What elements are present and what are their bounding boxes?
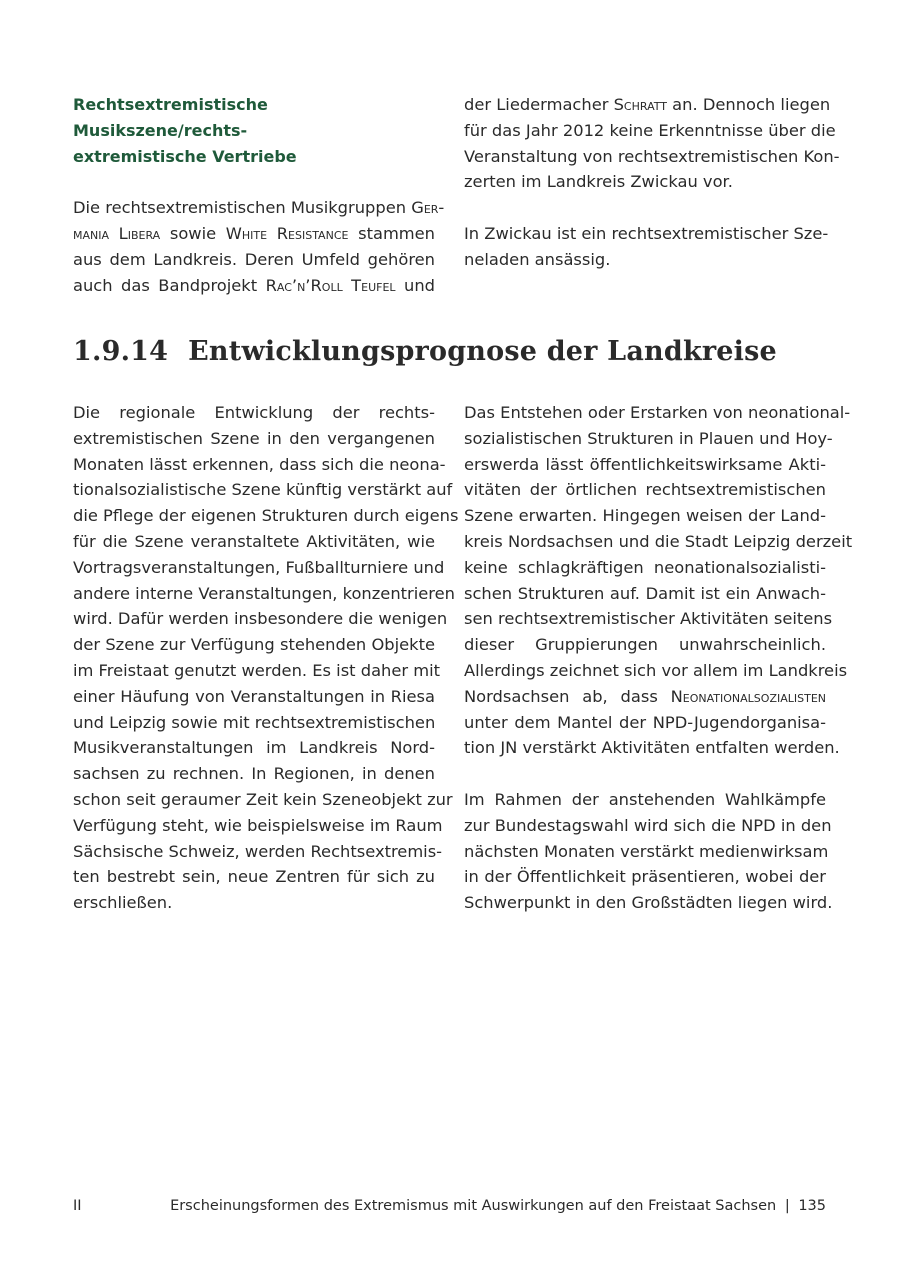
text-line: Allerdings zeichnet sich vor allem im Landkreis bbox=[464, 660, 848, 680]
text-line: Musikveranstaltungen im Landkreis Nord- bbox=[73, 738, 435, 758]
text-line: Die rechtsextremistischen Musikgruppen Ger- bbox=[73, 198, 445, 218]
text-line: Veranstaltung von rechtsextremistischen Kon- bbox=[464, 146, 840, 166]
small-caps-name: Rac’n’Roll Teufel bbox=[265, 275, 396, 295]
text-line: der Szene zur Verfügung stehenden Objekte bbox=[73, 635, 435, 655]
text-line: Nordsachsen ab, dass Neonationalsozialisten bbox=[464, 686, 826, 706]
small-caps-name: Ger- bbox=[411, 198, 445, 218]
text-line: aus dem Landkreis. Deren Umfeld gehören bbox=[73, 249, 435, 269]
text-line: schen Strukturen auf. Damit ist ein Anwach- bbox=[464, 583, 826, 603]
section-number: 1.9.14 bbox=[73, 336, 169, 367]
text-line: schon seit geraumer Zeit kein Szeneobjekt zur bbox=[73, 789, 453, 809]
text-line: dieser Gruppierungen unwahrscheinlich. bbox=[464, 635, 826, 655]
small-caps-name: mania Libera bbox=[73, 224, 161, 244]
footer-chapter: II bbox=[73, 1198, 82, 1214]
text-line: zur Bundestagswahl wird sich die NPD in den bbox=[464, 815, 832, 835]
text-line: Monaten lässt erkennen, dass sich die neona- bbox=[73, 454, 446, 474]
shop-paragraph bbox=[464, 221, 829, 273]
text-line: Im Rahmen der anstehenden Wahlkämpfe bbox=[464, 789, 826, 809]
text-line: kreis Nordsachsen und die Stadt Leipzig derzeit bbox=[464, 531, 853, 551]
text-line: auch das Bandprojekt Rac’n’Roll Teufel und bbox=[73, 275, 435, 295]
text-line: Vortragsveranstaltungen, Fußballturniere und bbox=[73, 557, 445, 577]
text-line: für die Szene veranstaltete Aktivitäten, wie bbox=[73, 531, 435, 551]
text-line: für das Jahr 2012 keine Erkenntnisse über die bbox=[464, 120, 836, 140]
text-line: keine schlagkräftigen neonationalsozialisti- bbox=[464, 557, 826, 577]
text-line: Die regionale Entwicklung der rechts- bbox=[73, 403, 435, 422]
music-scene-heading bbox=[73, 92, 435, 169]
text-line: der Liedermacher Schratt an. Dennoch liegen bbox=[464, 95, 831, 114]
text-line: erswerda lässt öffentlichkeitswirksame Akti- bbox=[464, 454, 826, 474]
footer-title: Erscheinungsformen des Extremismus mit Auswirkungen auf den Freistaat Sachsen bbox=[170, 1198, 777, 1214]
small-caps-name: White Resistance bbox=[225, 224, 349, 244]
text-line: sachsen zu rechnen. In Regionen, in denen bbox=[73, 764, 435, 784]
music-scene-section bbox=[73, 92, 445, 299]
concert-paragraph bbox=[464, 92, 840, 195]
music-scene-paragraph bbox=[73, 195, 445, 298]
text-line: erschließen. bbox=[73, 893, 173, 913]
text-line: sozialistischen Strukturen in Plauen und Hoy- bbox=[464, 428, 833, 448]
forecast-right-column bbox=[464, 400, 853, 916]
footer-separator: | bbox=[784, 1198, 790, 1214]
text-line: Sächsische Schweiz, werden Rechtsextremis- bbox=[73, 841, 443, 861]
heading-line: Rechtsextremistische Musikszene/rechts- bbox=[73, 95, 268, 140]
forecast-paragraph-right-2 bbox=[464, 787, 833, 916]
text-line: zerten im Landkreis Zwickau vor. bbox=[464, 172, 733, 192]
text-line: Das Entstehen oder Erstarken von neonational- bbox=[464, 403, 851, 422]
text-line: unter dem Mantel der NPD-Jugendorganisa- bbox=[464, 712, 826, 732]
text-line: ten bestrebt sein, neue Zentren für sich zu bbox=[73, 867, 435, 887]
section-heading bbox=[73, 336, 777, 367]
section-title: Entwicklungsprognose der Landkreise bbox=[188, 336, 777, 367]
text-line: neladen ansässig. bbox=[464, 249, 611, 269]
text-line: Schwerpunkt in den Großstädten liegen wird. bbox=[464, 893, 833, 913]
text-line: tionalsozialistische Szene künftig verstärkt auf bbox=[73, 480, 453, 500]
small-caps-name: Schratt bbox=[613, 95, 667, 114]
text-line: die Pflege der eigenen Strukturen durch eigens bbox=[73, 506, 459, 526]
small-caps-name: Neonationalsozialisten bbox=[670, 686, 826, 706]
music-scene-continuation bbox=[464, 92, 840, 273]
text-line: extremistischen Szene in den vergangenen bbox=[73, 428, 435, 448]
text-line: in der Öffentlichkeit präsentieren, wobei der bbox=[464, 867, 826, 887]
text-line: im Freistaat genutzt werden. Es ist daher mit bbox=[73, 660, 441, 680]
text-line: Szene erwarten. Hingegen weisen der Land- bbox=[464, 506, 826, 526]
forecast-paragraph-left bbox=[73, 400, 459, 916]
text-line: sen rechtsextremistischer Aktivitäten seitens bbox=[464, 609, 833, 629]
heading-line: extremistische Vertriebe bbox=[73, 146, 297, 166]
text-line: mania Libera sowie White Resistance stammen bbox=[73, 224, 435, 244]
text-line: vitäten der örtlichen rechtsextremistischen bbox=[464, 480, 826, 500]
text-line: tion JN verstärkt Aktivitäten entfalten werden. bbox=[464, 738, 840, 758]
text-line: nächsten Monaten verstärkt medienwirksam bbox=[464, 841, 829, 861]
running-footer bbox=[170, 1198, 826, 1214]
forecast-paragraph-right-1 bbox=[464, 400, 853, 761]
text-line: und Leipzig sowie mit rechtsextremistischen bbox=[73, 712, 436, 732]
page-number: 135 bbox=[798, 1198, 826, 1214]
text-line: Verfügung steht, wie beispielsweise im Raum bbox=[73, 815, 443, 835]
text-line: In Zwickau ist ein rechtsextremistischer Sze- bbox=[464, 223, 829, 243]
text-line: einer Häufung von Veranstaltungen in Riesa bbox=[73, 686, 435, 706]
text-line: andere interne Veranstaltungen, konzentrieren bbox=[73, 583, 455, 603]
forecast-left-column bbox=[73, 400, 459, 916]
text-line: wird. Dafür werden insbesondere die wenigen bbox=[73, 609, 448, 629]
